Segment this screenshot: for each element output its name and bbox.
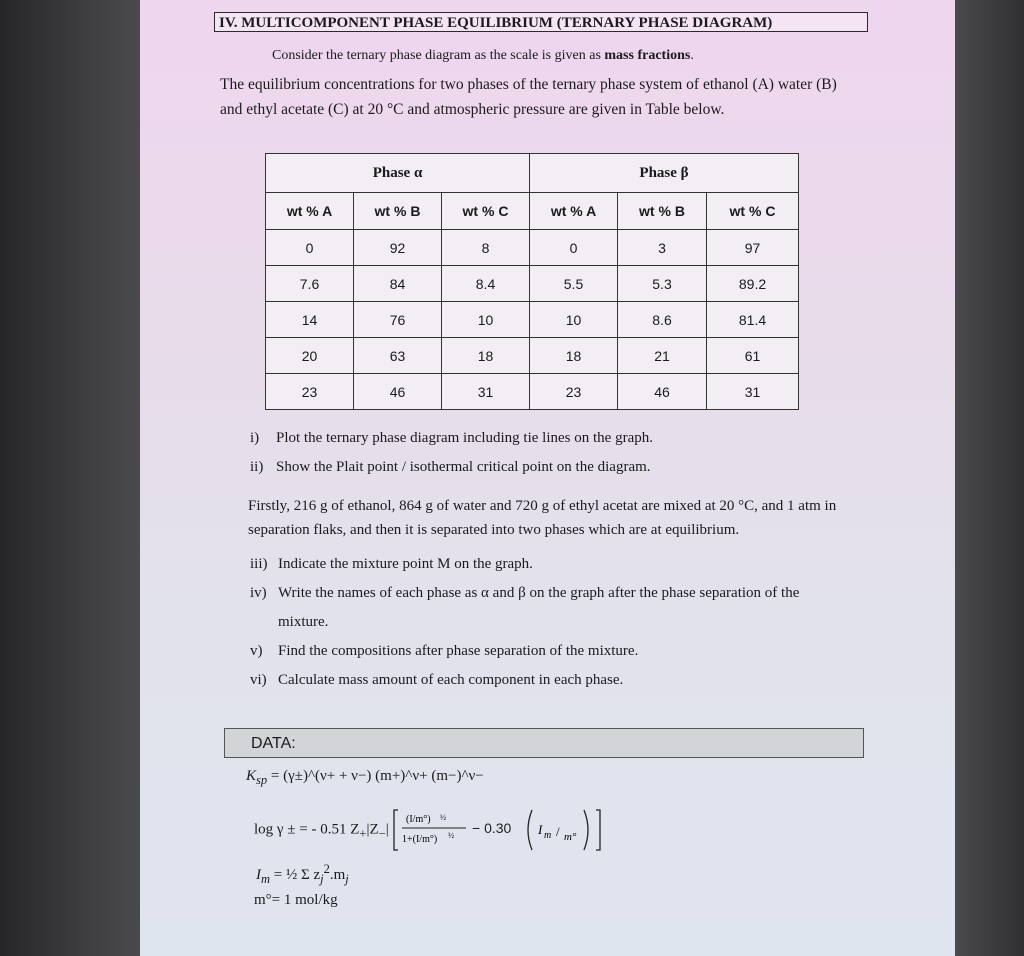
phase-alpha-header: Phase α [266, 154, 530, 193]
table-cell: 46 [354, 374, 442, 410]
svg-text:(I/m°): (I/m°) [406, 814, 432, 825]
table-cell: 5.5 [530, 266, 618, 302]
table-row [266, 266, 799, 302]
svg-text:½: ½ [440, 813, 447, 822]
table-cell: 97 [707, 230, 799, 266]
intro-period: . [690, 48, 694, 63]
question-list-b [250, 550, 850, 695]
list-item [250, 637, 850, 666]
table-cell: 23 [266, 374, 354, 410]
column-header: wt % A [530, 193, 618, 230]
table-cell: 92 [354, 230, 442, 266]
table-cell: 3 [618, 230, 707, 266]
table-phase-header [266, 154, 799, 193]
question-text: Plot the ternary phase diagram including tie lines on the graph. [276, 430, 653, 446]
list-item [250, 550, 850, 579]
question-number: v) [250, 643, 263, 659]
table-cell: 7.6 [266, 266, 354, 302]
table-cell: 89.2 [707, 266, 799, 302]
table-cell: 0 [266, 230, 354, 266]
standard-molality: m°= 1 mol/kg [254, 892, 338, 908]
ionic-strength-symbol: $I_m$ [256, 867, 271, 886]
intro-text: Consider the ternary phase diagram as the scale is given as [272, 48, 605, 63]
table-cell: 31 [442, 374, 530, 410]
list-item [250, 666, 850, 695]
table-cell: 81.4 [707, 302, 799, 338]
table-cell: 76 [354, 302, 442, 338]
svg-text:½: ½ [448, 831, 455, 840]
data-heading-box: DATA: [224, 728, 864, 758]
svg-text:m: m [544, 830, 552, 841]
svg-text:I: I [538, 822, 543, 837]
phase-equilibrium-table [265, 153, 799, 410]
intro-emphasis: mass fractions [604, 48, 691, 63]
question-text: Calculate mass amount of each component in each phase. [278, 672, 624, 688]
svg-text:/: / [556, 824, 561, 839]
question-number: ii) [250, 459, 264, 475]
svg-text:m°: m° [564, 831, 577, 843]
ksp-equation [246, 768, 484, 788]
table-cell: 84 [354, 266, 442, 302]
ionic-strength-tail: .m [329, 867, 346, 883]
coefficient-text: − 0.30 [472, 820, 512, 836]
table-cell: 10 [530, 302, 618, 338]
intro-line-1 [272, 48, 694, 64]
table-cell: 31 [707, 374, 799, 410]
svg-text:1+(I/m°): 1+(I/m°) [402, 834, 438, 845]
table-cell: 5.3 [618, 266, 707, 302]
question-text: Indicate the mixture point M on the graph. [278, 556, 533, 572]
list-item [250, 453, 810, 482]
table-cell: 18 [442, 338, 530, 374]
table-row [266, 338, 799, 374]
bracket-fraction-graphic [392, 808, 622, 852]
question-number: iii) [250, 556, 268, 572]
question-list-a [250, 424, 810, 482]
table-row [266, 230, 799, 266]
table-cell: 8 [442, 230, 530, 266]
table-cell: 61 [707, 338, 799, 374]
table-cell: 14 [266, 302, 354, 338]
table-column-header [266, 193, 799, 230]
table-cell: 0 [530, 230, 618, 266]
column-header: wt % B [618, 193, 707, 230]
table-cell: 18 [530, 338, 618, 374]
list-item [250, 579, 850, 637]
question-number: i) [250, 430, 260, 446]
question-text: Find the compositions after phase separation of the mixture. [278, 643, 639, 659]
monitor-bezel-left [0, 0, 140, 956]
intro-paragraph: The equilibrium concentrations for two phases of the ternary phase system of ethanol (A) water (B) and ethyl acetate (C) at 20 °C and atmospheric pressure are given in Table below. [220, 76, 837, 118]
ksp-symbol: K [246, 768, 257, 784]
log-gamma-charge: |Z [366, 821, 379, 838]
question-text: Write the names of each phase as α and β on the graph after the phase separation of the mixture. [278, 585, 800, 630]
column-header: wt % B [354, 193, 442, 230]
question-text: Show the Plait point / isothermal critical point on the diagram. [276, 459, 651, 475]
ksp-subscript: sp [256, 773, 268, 787]
list-item [250, 424, 810, 453]
table-cell: 20 [266, 338, 354, 374]
phase-beta-header: Phase β [530, 154, 799, 193]
table-cell: 46 [618, 374, 707, 410]
ionic-strength-equation: $I_m$ = ½ Σ $z_j^2.m_j$ [256, 862, 349, 886]
ksp-expression: = (γ±)^(ν+ + ν−) (m+)^ν+ (m−)^ν− [270, 768, 484, 784]
column-header: wt % C [442, 193, 530, 230]
question-number: vi) [250, 672, 267, 688]
column-header: wt % A [266, 193, 354, 230]
mixture-paragraph: Firstly, 216 g of ethanol, 864 g of water and 720 g of ethyl acetat are mixed at 20 °C, and 1 atm in separation flaks, and then it is separated into two phases which are at equilibrium. [248, 498, 837, 538]
log-gamma-lhs: log γ ± = - 0.51 Z [254, 821, 360, 838]
table-cell: 8.6 [618, 302, 707, 338]
table-cell: 10 [442, 302, 530, 338]
section-title: IV. MULTICOMPONENT PHASE EQUILIBRIUM (TERNARY PHASE DIAGRAM) [214, 12, 868, 32]
debye-huckel-equation: log γ ± = - 0.51 $Z_+|Z_-|$ (I/m°) ½ 1+(I/m°) ½ − 0.30 I m / m° [254, 808, 622, 852]
table-row [266, 374, 799, 410]
table-cell: 63 [354, 338, 442, 374]
document-page [140, 0, 955, 956]
table-row [266, 302, 799, 338]
monitor-bezel-right [955, 0, 1024, 956]
ionic-strength-expression: = ½ Σ z [273, 867, 321, 883]
table-cell: 23 [530, 374, 618, 410]
table-cell: 8.4 [442, 266, 530, 302]
table-cell: 21 [618, 338, 707, 374]
column-header: wt % C [707, 193, 799, 230]
question-number: iv) [250, 585, 267, 601]
